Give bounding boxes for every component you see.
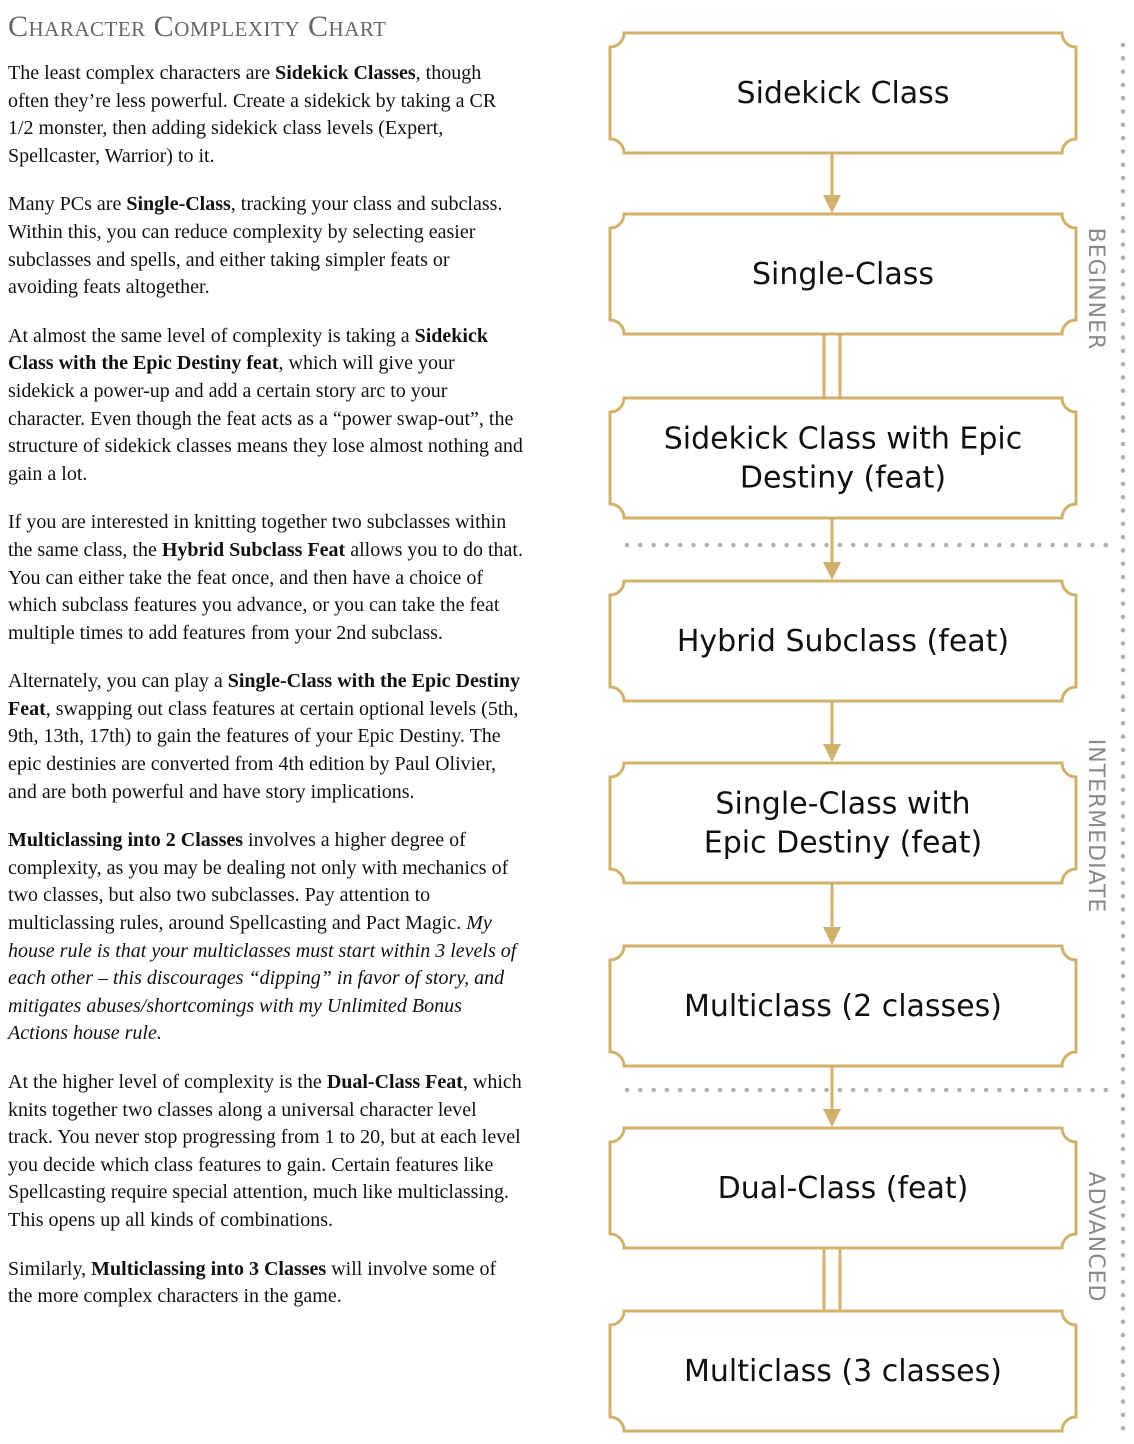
text-run: allows you to do that. You can either take the feat once, and then have a choice of which subclass features you advance, or you can take the feat multiple times to add features from your 2nd subclass.: [8, 538, 523, 644]
bold-term: Single-Class: [126, 193, 231, 216]
text-run: Similarly,: [8, 1257, 92, 1280]
text-run: , which will give your sidekick a power-up and add a certain story arc to your character. Even though the feat acts as a “power swap-out”, the structure of sidekick classes means they lose almost nothing and gain a lot.: [8, 352, 523, 485]
flow-box-label: Dual-Class (feat): [717, 1171, 969, 1206]
tier-label-advanced: ADVANCED: [1083, 1171, 1108, 1303]
double-line-connector-2: [824, 334, 840, 398]
italic-note: My house rule is that your multiclasses must start within 3 levels of each other – this discourages “dipping” in favor of story, and mitigates abuses/shortcomings with my Unlimited Bonus Actions house rule.: [8, 912, 517, 1045]
text-run: At the higher level of complexity is the: [8, 1071, 327, 1093]
flow-box-label: Single-Class with: [715, 786, 971, 822]
flow-box-5: [610, 763, 1076, 883]
text-run: If you are interested in knitting together two subclasses within the same class, the: [8, 511, 507, 561]
flow-box-7: [610, 1128, 1076, 1248]
arrow-connector-4: [823, 701, 841, 762]
bold-term: Sidekick Class with the Epic Destiny feat: [8, 324, 488, 375]
flow-box-label: Epic Destiny (feat): [703, 825, 983, 861]
flow-box-label: Hybrid Subclass (feat): [676, 624, 1010, 659]
bold-term: Hybrid Subclass Feat: [161, 538, 346, 561]
bold-term: Multiclassing into 2 Classes: [8, 829, 244, 852]
arrow-connector-3: [823, 518, 841, 580]
flow-box-label: Single-Class: [752, 257, 934, 292]
bold-term: Sidekick Classes: [275, 62, 416, 84]
text-run: , though often they’re less powerful. Create a sidekick by taking a CR 1/2 monster, then adding sidekick class levels (Expert, Spellcaster, Warrior) to it.: [8, 62, 497, 167]
text-run: involves a higher degree of complexity, as you may be dealing not only with mechanics of two classes, but also two subclasses. Pay attention to multiclassing rules, around Spellcasting and Pact Magic.: [8, 829, 509, 935]
flow-box-6: [610, 946, 1076, 1066]
flow-box-label: Multiclass (2 classes): [684, 989, 1002, 1024]
bold-term: Dual-Class Feat: [326, 1071, 463, 1093]
text-run: , which knits together two classes along a universal character level track. You never stop progressing from 1 to 20, but at each level you decide which class features to gain. Certain features like Spellcasting require special attention, much like multiclassing. This opens up all kinds of combinations.: [8, 1071, 522, 1231]
flow-box-1: [610, 33, 1076, 153]
flow-box-3: [610, 398, 1076, 518]
flow-box-frame: [610, 763, 1076, 883]
tier-label-intermediate: INTERMEDIATE: [1083, 738, 1108, 914]
text-run: Many PCs are: [8, 193, 127, 216]
flow-box-label: Sidekick Class: [736, 76, 950, 111]
page-title: Character Complexity Chart: [8, 10, 387, 43]
flow-box-label: Multiclass (3 classes): [684, 1354, 1002, 1389]
flow-box-8: [610, 1311, 1076, 1431]
arrow-connector-6: [823, 1066, 841, 1127]
tier-rail: [1121, 43, 1126, 1431]
tier-label-beginner: BEGINNER: [1083, 227, 1108, 351]
text-run: The least complex characters are: [8, 62, 276, 84]
bold-term: Multiclassing into 3 Classes: [91, 1257, 327, 1280]
arrow-connector-5: [823, 883, 841, 945]
bold-term: Single-Class with the Epic Destiny Feat: [8, 670, 520, 720]
text-run: At almost the same level of complexity is taking a: [8, 324, 415, 347]
flow-box-4: [610, 581, 1076, 701]
flow-box-label: Sidekick Class with Epic: [663, 421, 1023, 457]
flow-box-2: [610, 214, 1076, 334]
text-run: , tracking your class and subclass. Within this, you can reduce complexity by selecting easier subclasses and spells, and either taking simpler feats or avoiding feats altogether.: [8, 193, 503, 299]
text-run: , swapping out class features at certain optional levels (5th, 9th, 13th, 17th) to gain the features of your Epic Destiny. The epic destinies are converted from 4th edition by Paul Olivier, and are both powerful and have story implications.: [8, 697, 519, 803]
text-run: Alternately, you can play a: [8, 670, 228, 693]
tier-divider-1: [625, 543, 1108, 548]
double-line-connector-7: [824, 1248, 840, 1311]
flow-box-label: Destiny (feat): [739, 460, 947, 496]
text-run: will involve some of the more complex characters in the game.: [8, 1257, 497, 1308]
tier-divider-2: [625, 1088, 1108, 1093]
arrow-connector-1: [823, 153, 841, 213]
flow-box-frame: [610, 398, 1076, 518]
